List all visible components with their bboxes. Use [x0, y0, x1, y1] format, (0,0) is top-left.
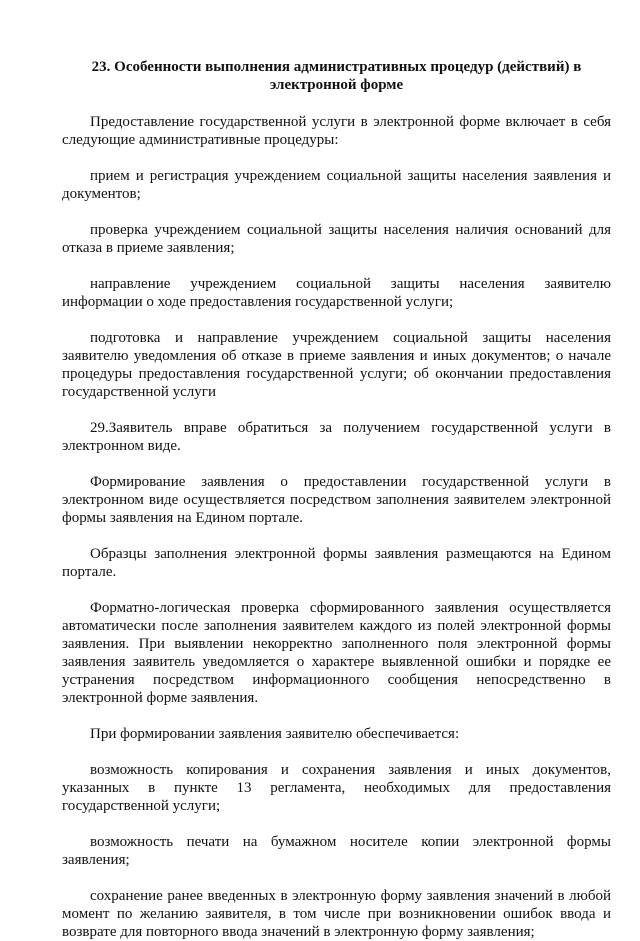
paragraph-13: сохранение ранее введенных в электронную форму заявления значений в любой момент по желанию заявителя, в том числе при возникновении ошибок ввода и возврате для повторного ввода значений в электронную форму заявления;	[62, 888, 611, 940]
paragraph-7: Формирование заявления о предоставлении государственной услуги в электронном виде осуществляется посредством заполнения заявителем электронной формы заявления на Едином портале.	[62, 474, 611, 526]
paragraph-2: прием и регистрация учреждением социальной защиты населения заявления и документов;	[62, 168, 611, 202]
section-title: 23. Особенности выполнения административных процедур (действий) в электронной форме	[91, 59, 582, 93]
paragraph-10: При формировании заявления заявителю обеспечивается:	[90, 726, 460, 742]
paragraph-3: проверка учреждением социальной защиты населения наличия оснований для отказа в приеме заявления;	[62, 222, 611, 256]
paragraph-1: Предоставление государственной услуги в электронной форме включает в себя следующие административные процедуры:	[62, 114, 611, 148]
paragraph-12: возможность печати на бумажном носителе копии электронной формы заявления;	[62, 834, 611, 868]
paragraph-6: 29.Заявитель вправе обратиться за получением государственной услуги в электронном виде.	[62, 420, 611, 454]
paragraph-9: Форматно-логическая проверка сформированного заявления осуществляется автоматически после заполнения заявителем каждого из полей электронной формы заявления. При выявлении некорректно заполненного поля электронной формы заявления заявитель уведомляется о характере выявленной ошибки и порядке ее устранения посредством информационного сообщения непосредственно в электронной форме заявления.	[62, 600, 611, 706]
paragraph-4: направление учреждением социальной защиты населения заявителю информации о ходе предоставления государственной услуги;	[62, 276, 611, 310]
paragraph-8: Образцы заполнения электронной формы заявления размещаются на Едином портале.	[62, 546, 611, 580]
paragraph-5: подготовка и направление учреждением социальной защиты населения заявителю уведомления об отказе в приеме заявления и иных документов; о начале процедуры предоставления государственной услуги; об окончании предоставления государственной услуги	[62, 330, 611, 400]
paragraph-11: возможность копирования и сохранения заявления и иных документов, указанных в пункте 13 регламента, необходимых для предоставления государственной услуги;	[62, 762, 611, 814]
